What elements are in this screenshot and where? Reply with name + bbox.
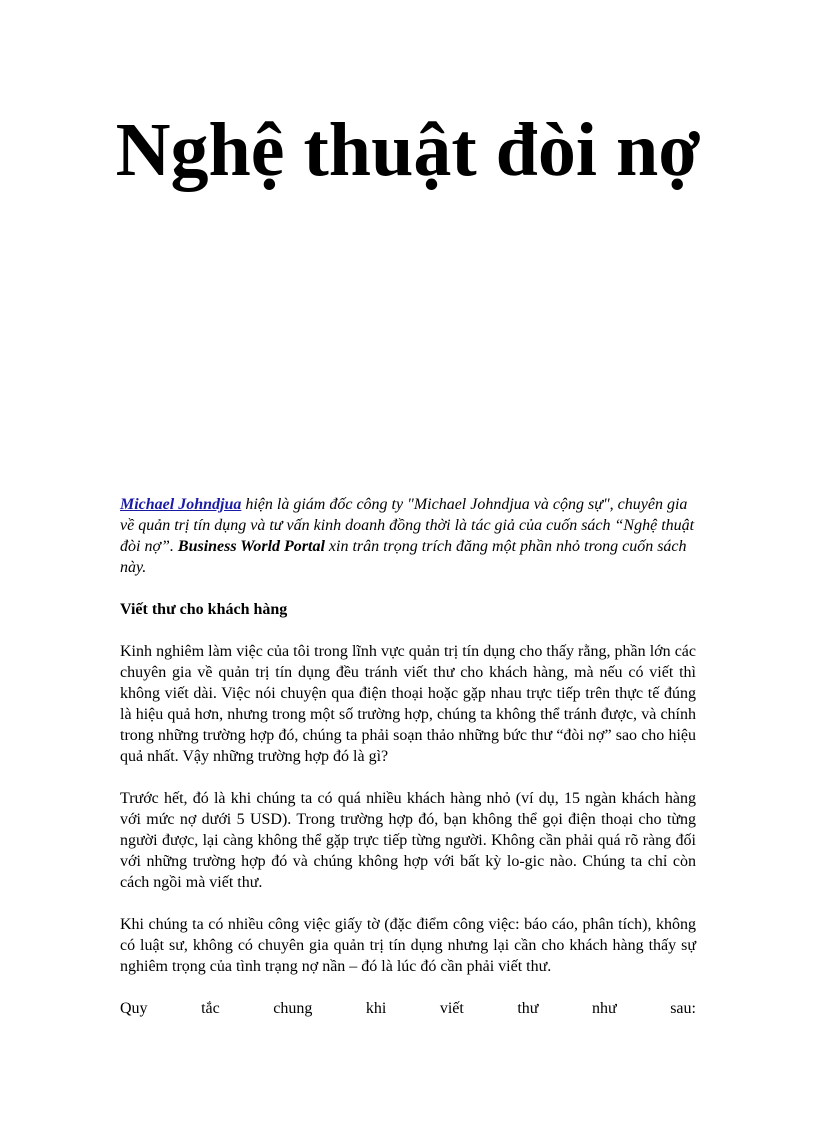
paragraph-2: Trước hết, đó là khi chúng ta có quá nhiều khách hàng nhỏ (ví dụ, 15 ngàn khách hàng với mức nợ dưới 5 USD). Trong trường hợp đó, bạn không thể gọi điện thoại cho từng người được, lại càng không thể gặp trực tiếp từng người. Không cần phải quá rõ ràng đối với những trường hợp đó và chúng không hợp với bất kỳ lo-gic nào. Chúng ta chỉ còn cách ngồi mà viết thư. — [120, 790, 696, 891]
section-heading: Viết thư cho khách hàng — [120, 601, 288, 618]
rule-word: thư — [517, 1000, 539, 1017]
paragraph-3: Khi chúng ta có nhiều công việc giấy tờ (đặc điểm công việc: báo cáo, phân tích), không có luật sư, không có chuyên gia quản trị tín dụng nhưng lại cần cho khách hàng thấy sự nghiêm trọng của tình trạng nợ nần – đó là lúc đó cần phải viết thư. — [120, 916, 696, 975]
rule-word: Quy — [120, 1000, 148, 1017]
rule-word: tắc — [201, 1000, 220, 1017]
rule-word: chung — [273, 1000, 313, 1017]
intro-text-2: xin trân trọng trích đăng một phần nhỏ trong cuốn sách này. — [120, 538, 687, 576]
portal-name: Business World Portal — [177, 538, 325, 555]
rules-intro-line — [120, 998, 696, 1019]
rule-word: sau: — [670, 1000, 696, 1017]
rule-word: viết — [439, 1000, 464, 1017]
document-body — [120, 494, 696, 1019]
intro-text-1: hiện là giám đốc công ty "Michael Johndjua và cộng sự", chuyên gia về quản trị tín dụng và tư vấn kinh doanh đồng thời là tác giả của cuốn sách “Nghệ thuật đòi nợ”. — [120, 496, 695, 555]
rule-word: như — [592, 1000, 617, 1017]
paragraph-1: Kinh nghiêm làm việc của tôi trong lĩnh vực quản trị tín dụng cho thấy rằng, phần lớn các chuyên gia về quản trị tín dụng đều tránh viết thư cho khách hàng, mà nếu có viết thì không viết dài. Việc nói chuyện qua điện thoại hoặc gặp nhau trực tiếp trên thực tế đúng là hiệu quả hơn, nhưng trong một số trường hợp, chúng ta không thể tránh được, và chính trong những trường hợp đó, chúng ta phải soạn thảo những bức thư “đòi nợ” sao cho hiệu quả nhất. Vậy những trường hợp đó là gì? — [120, 643, 696, 765]
rule-word: khi — [365, 1000, 387, 1017]
document-title: Nghệ thuật đòi nợ — [115, 108, 701, 192]
author-link[interactable]: Michael Johndjua — [120, 496, 242, 513]
intro-paragraph — [120, 494, 696, 578]
